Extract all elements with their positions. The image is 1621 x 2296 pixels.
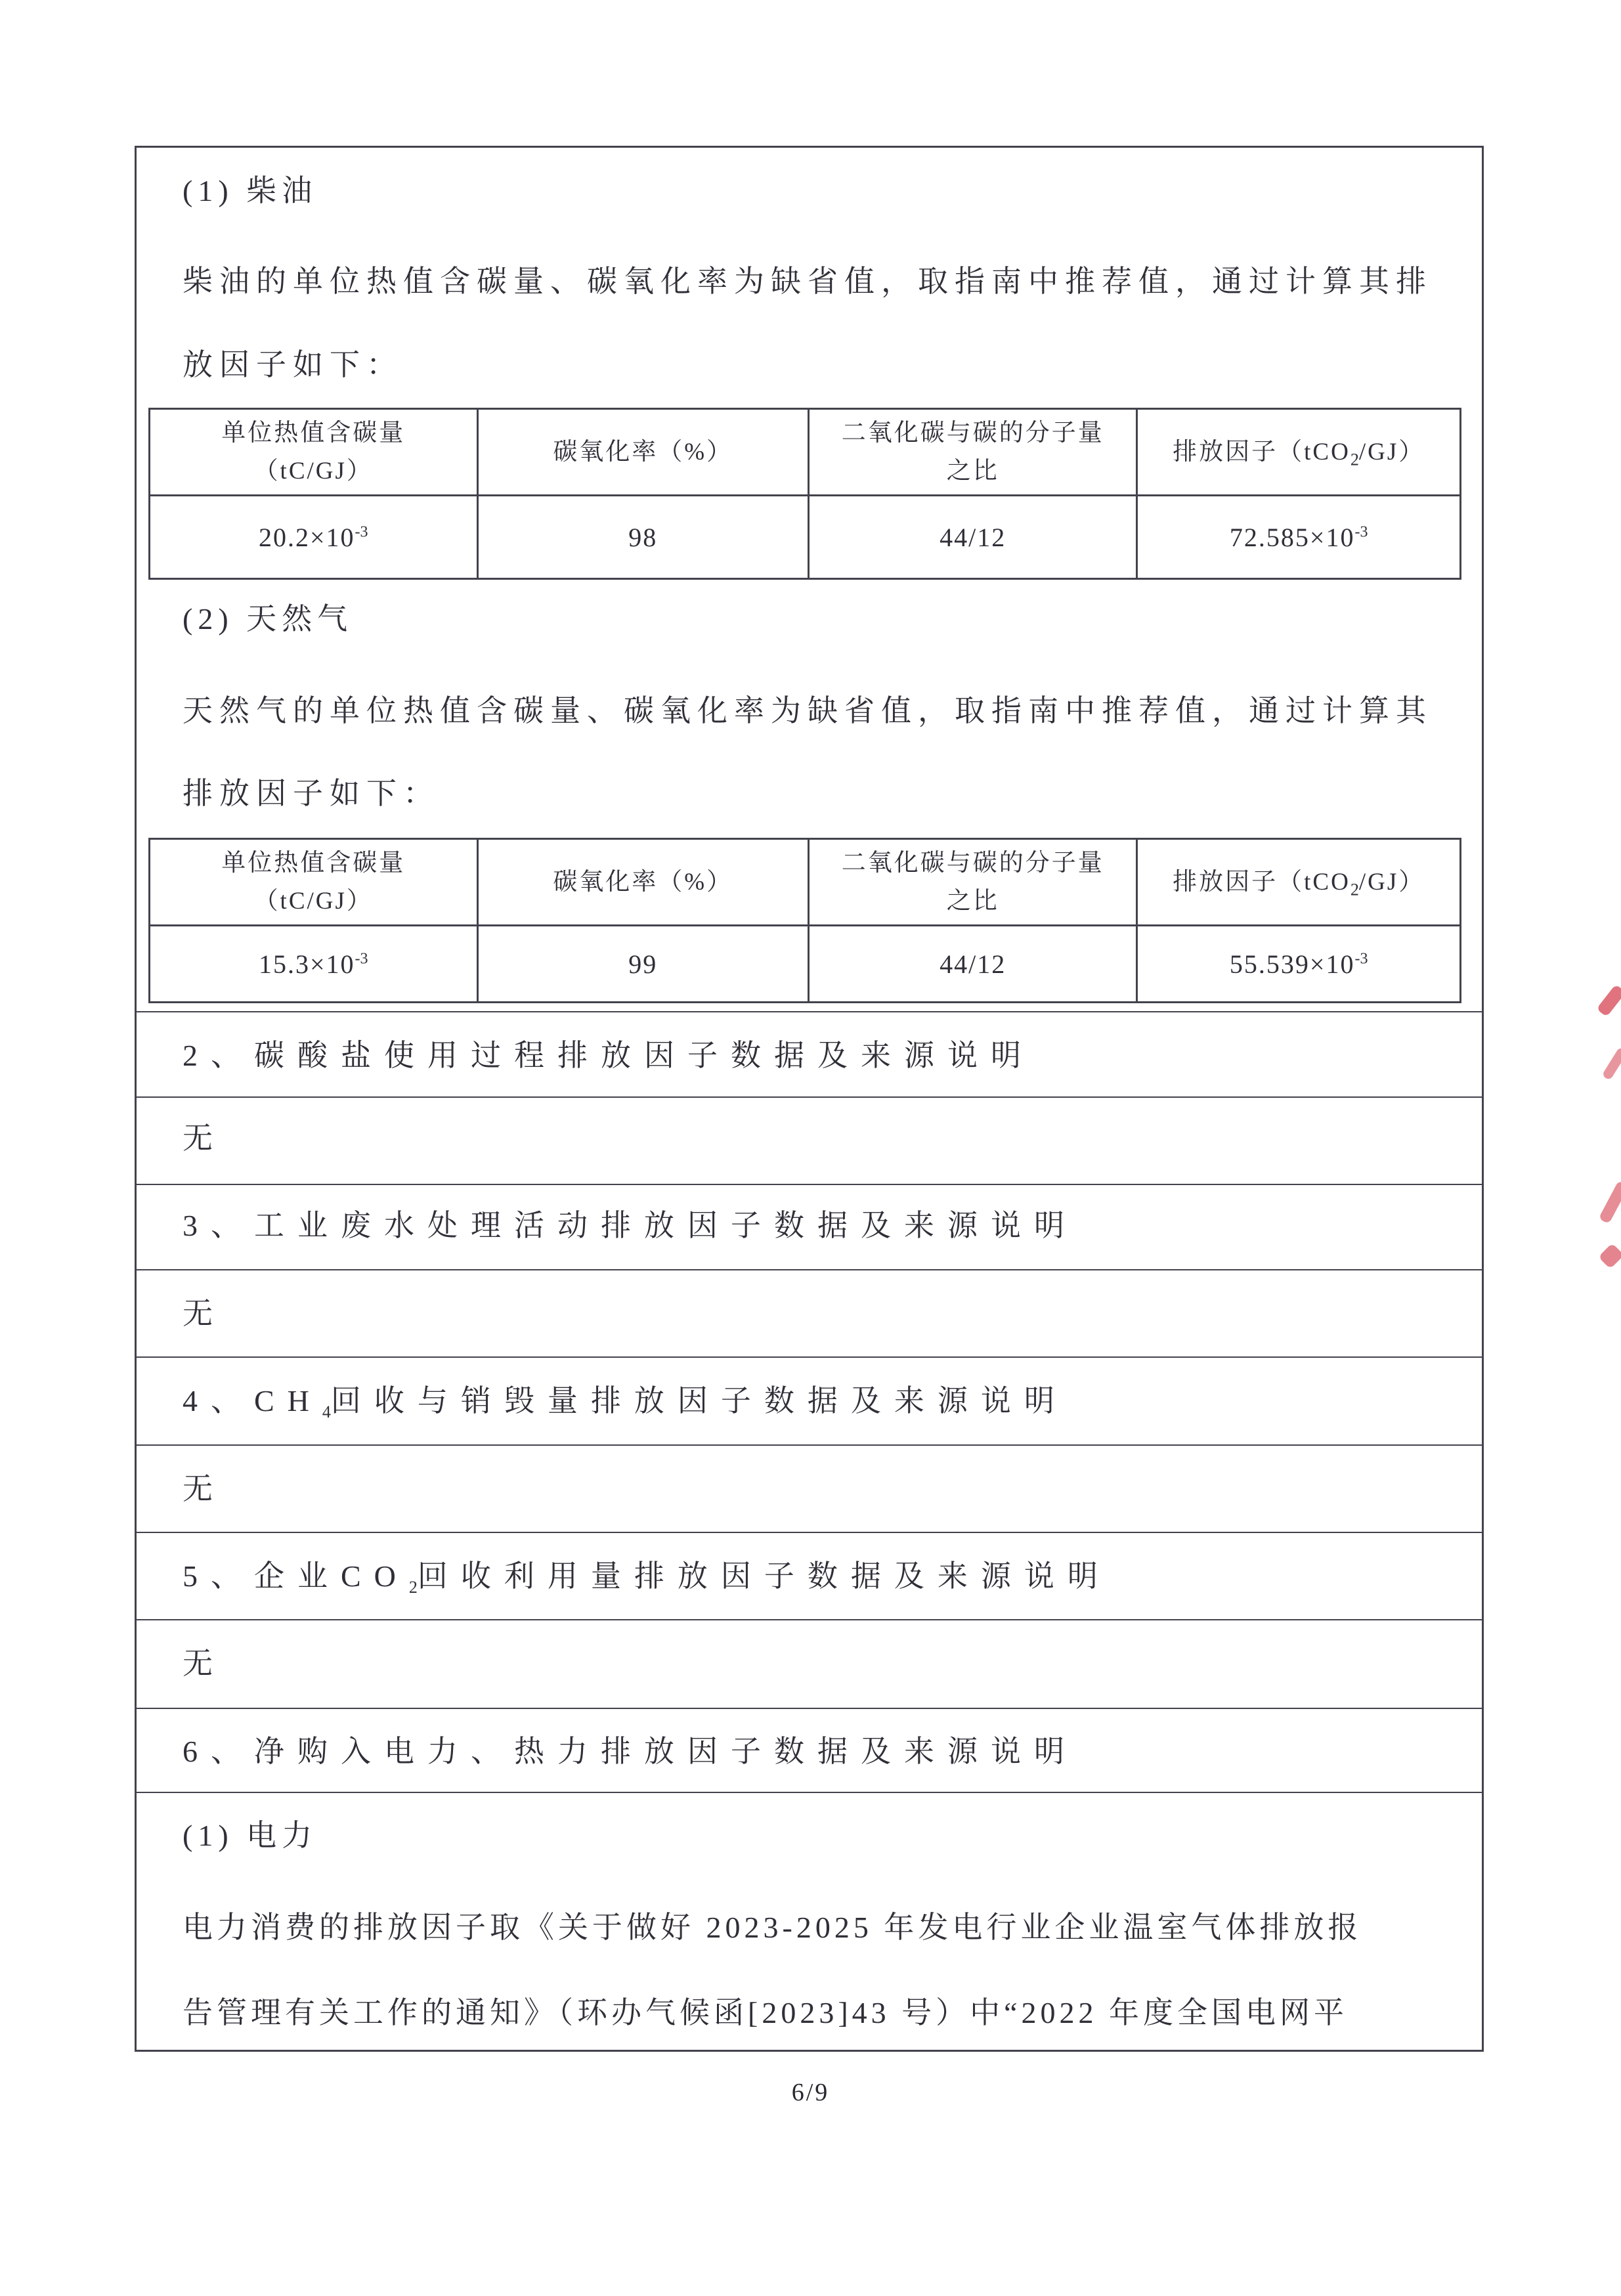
- header-ratio-line1: 二氧化碳与碳的分子量: [841, 850, 1104, 877]
- gas-value-ratio: 44/12: [808, 926, 1136, 1001]
- section-5-heading: [183, 1559, 1111, 1597]
- header-oxidation-rate: [477, 840, 808, 926]
- section-2-heading: 2、碳酸盐使用过程排放因子数据及来源说明: [183, 1039, 1034, 1072]
- diesel-emission-table: [148, 408, 1461, 580]
- power-subsection-title: (1) 电力: [183, 1819, 318, 1852]
- header-ratio-line2: 之比: [946, 457, 999, 485]
- power-paragraph-line-2: 告管理有关工作的通知》（环办气候函[2023]43 号）中“2022 年度全国电网平: [183, 1996, 1349, 2029]
- row-divider: [137, 1792, 1482, 1793]
- row-divider: [137, 1619, 1482, 1620]
- diesel-value-oxidation-rate: 98: [477, 496, 808, 578]
- value-exponent: -3: [1354, 523, 1368, 541]
- gas-factor-value: [1230, 949, 1368, 980]
- value-exponent: -3: [1354, 950, 1368, 968]
- gas-paragraph-line-2: 排放因子如下：: [183, 777, 440, 810]
- section-5-value: 无: [183, 1647, 215, 1680]
- gas-paragraph-line-1: 天然气的单位热值含碳量、碳氧化率为缺省值，取指南中推荐值，通过计算其: [183, 694, 1433, 727]
- value-base: 55.539×10: [1229, 949, 1355, 979]
- value-base: 15.3×10: [258, 949, 355, 979]
- diesel-carbon-value: [259, 522, 368, 553]
- emission-header-suffix: /GJ）: [1358, 438, 1425, 466]
- diesel-value-emission-factor: [1136, 496, 1459, 578]
- content-border-box: [135, 146, 1484, 2052]
- row-divider: [137, 1532, 1482, 1533]
- diesel-value-ratio: 44/12: [808, 496, 1136, 578]
- stamp-fragment: [1596, 984, 1621, 1017]
- header-carbon-content-line1: 单位热值含碳量: [221, 850, 406, 877]
- value-base: 72.585×10: [1229, 522, 1355, 552]
- diesel-value-carbon-content: [150, 496, 477, 578]
- header-oxidation-rate: [477, 410, 808, 496]
- section-4-heading: [183, 1384, 1068, 1422]
- row-divider: [137, 1096, 1482, 1098]
- header-oxidation-rate-text: 碳氧化率（%）: [553, 868, 733, 896]
- section-3-heading: 3、工业废水处理活动排放因子数据及来源说明: [183, 1209, 1077, 1242]
- diesel-paragraph-line-2: 放因子如下：: [183, 348, 403, 381]
- value-exponent: -3: [355, 523, 368, 541]
- header-oxidation-rate-text: 碳氧化率（%）: [553, 438, 733, 466]
- row-divider: [137, 1011, 1482, 1012]
- section-4-value: 无: [183, 1472, 215, 1505]
- gas-value-emission-factor: [1136, 926, 1459, 1001]
- header-emission-factor: [1136, 840, 1459, 926]
- value-base: 20.2×10: [258, 522, 355, 552]
- row-divider: [137, 1444, 1482, 1446]
- header-co2-carbon-ratio: [808, 410, 1136, 496]
- diesel-paragraph-line-1: 柴油的单位热值含碳量、碳氧化率为缺省值，取指南中推荐值，通过计算其排: [183, 265, 1433, 298]
- header-carbon-content: [150, 840, 477, 926]
- header-carbon-content-line2: （tC/GJ）: [253, 887, 373, 915]
- stamp-fragment: [1601, 1047, 1621, 1081]
- section-3-value: 无: [183, 1297, 215, 1330]
- gas-carbon-value: [259, 949, 368, 980]
- gas-value-oxidation-rate: 99: [477, 926, 808, 1001]
- emission-header-prefix: 排放因子（tCO: [1173, 868, 1351, 896]
- row-divider: [137, 1269, 1482, 1270]
- stamp-fragment: [1598, 1243, 1621, 1269]
- section-5-suffix: 回收利用量排放因子数据及来源说明: [417, 1559, 1111, 1593]
- row-divider: [137, 1708, 1482, 1709]
- section-5-prefix: 5、企业CO: [183, 1559, 409, 1593]
- power-paragraph-line-1: 电力消费的排放因子取《关于做好 2023-2025 年发电行业企业温室气体排放报: [183, 1911, 1362, 1944]
- header-emission-factor: [1136, 410, 1459, 496]
- diesel-subsection-title: (1) 柴油: [183, 174, 318, 207]
- emission-header-subscript: 2: [1350, 450, 1359, 469]
- header-carbon-content: [150, 410, 477, 496]
- row-divider: [137, 1356, 1482, 1358]
- header-co2-carbon-ratio: [808, 840, 1136, 926]
- section-4-prefix: 4、CH: [183, 1384, 322, 1418]
- diesel-factor-value: [1230, 522, 1368, 553]
- page-number: 6/9: [791, 2079, 830, 2106]
- emission-header-prefix: 排放因子（tCO: [1173, 438, 1351, 466]
- section-5-subscript: 2: [408, 1578, 418, 1597]
- gas-value-carbon-content: [150, 926, 477, 1001]
- stamp-fragment: [1599, 1180, 1621, 1224]
- value-exponent: -3: [355, 950, 368, 968]
- header-emission-factor-text: [1173, 433, 1425, 471]
- header-carbon-content-line2: （tC/GJ）: [253, 457, 373, 485]
- header-ratio-line2: 之比: [946, 887, 999, 915]
- section-4-suffix: 回收与销毁量排放因子数据及来源说明: [330, 1384, 1068, 1418]
- section-2-value: 无: [183, 1121, 215, 1155]
- gas-subsection-title: (2) 天然气: [183, 602, 353, 636]
- header-emission-factor-text: [1173, 863, 1425, 901]
- row-divider: [137, 1184, 1482, 1185]
- header-carbon-content-line1: 单位热值含碳量: [221, 420, 406, 447]
- emission-header-suffix: /GJ）: [1358, 868, 1425, 896]
- section-4-subscript: 4: [322, 1402, 331, 1422]
- emission-header-subscript: 2: [1350, 880, 1359, 899]
- gas-emission-table: [148, 838, 1461, 1003]
- section-6-heading: 6、净购入电力、热力排放因子数据及来源说明: [183, 1735, 1077, 1768]
- header-ratio-line1: 二氧化碳与碳的分子量: [841, 420, 1104, 447]
